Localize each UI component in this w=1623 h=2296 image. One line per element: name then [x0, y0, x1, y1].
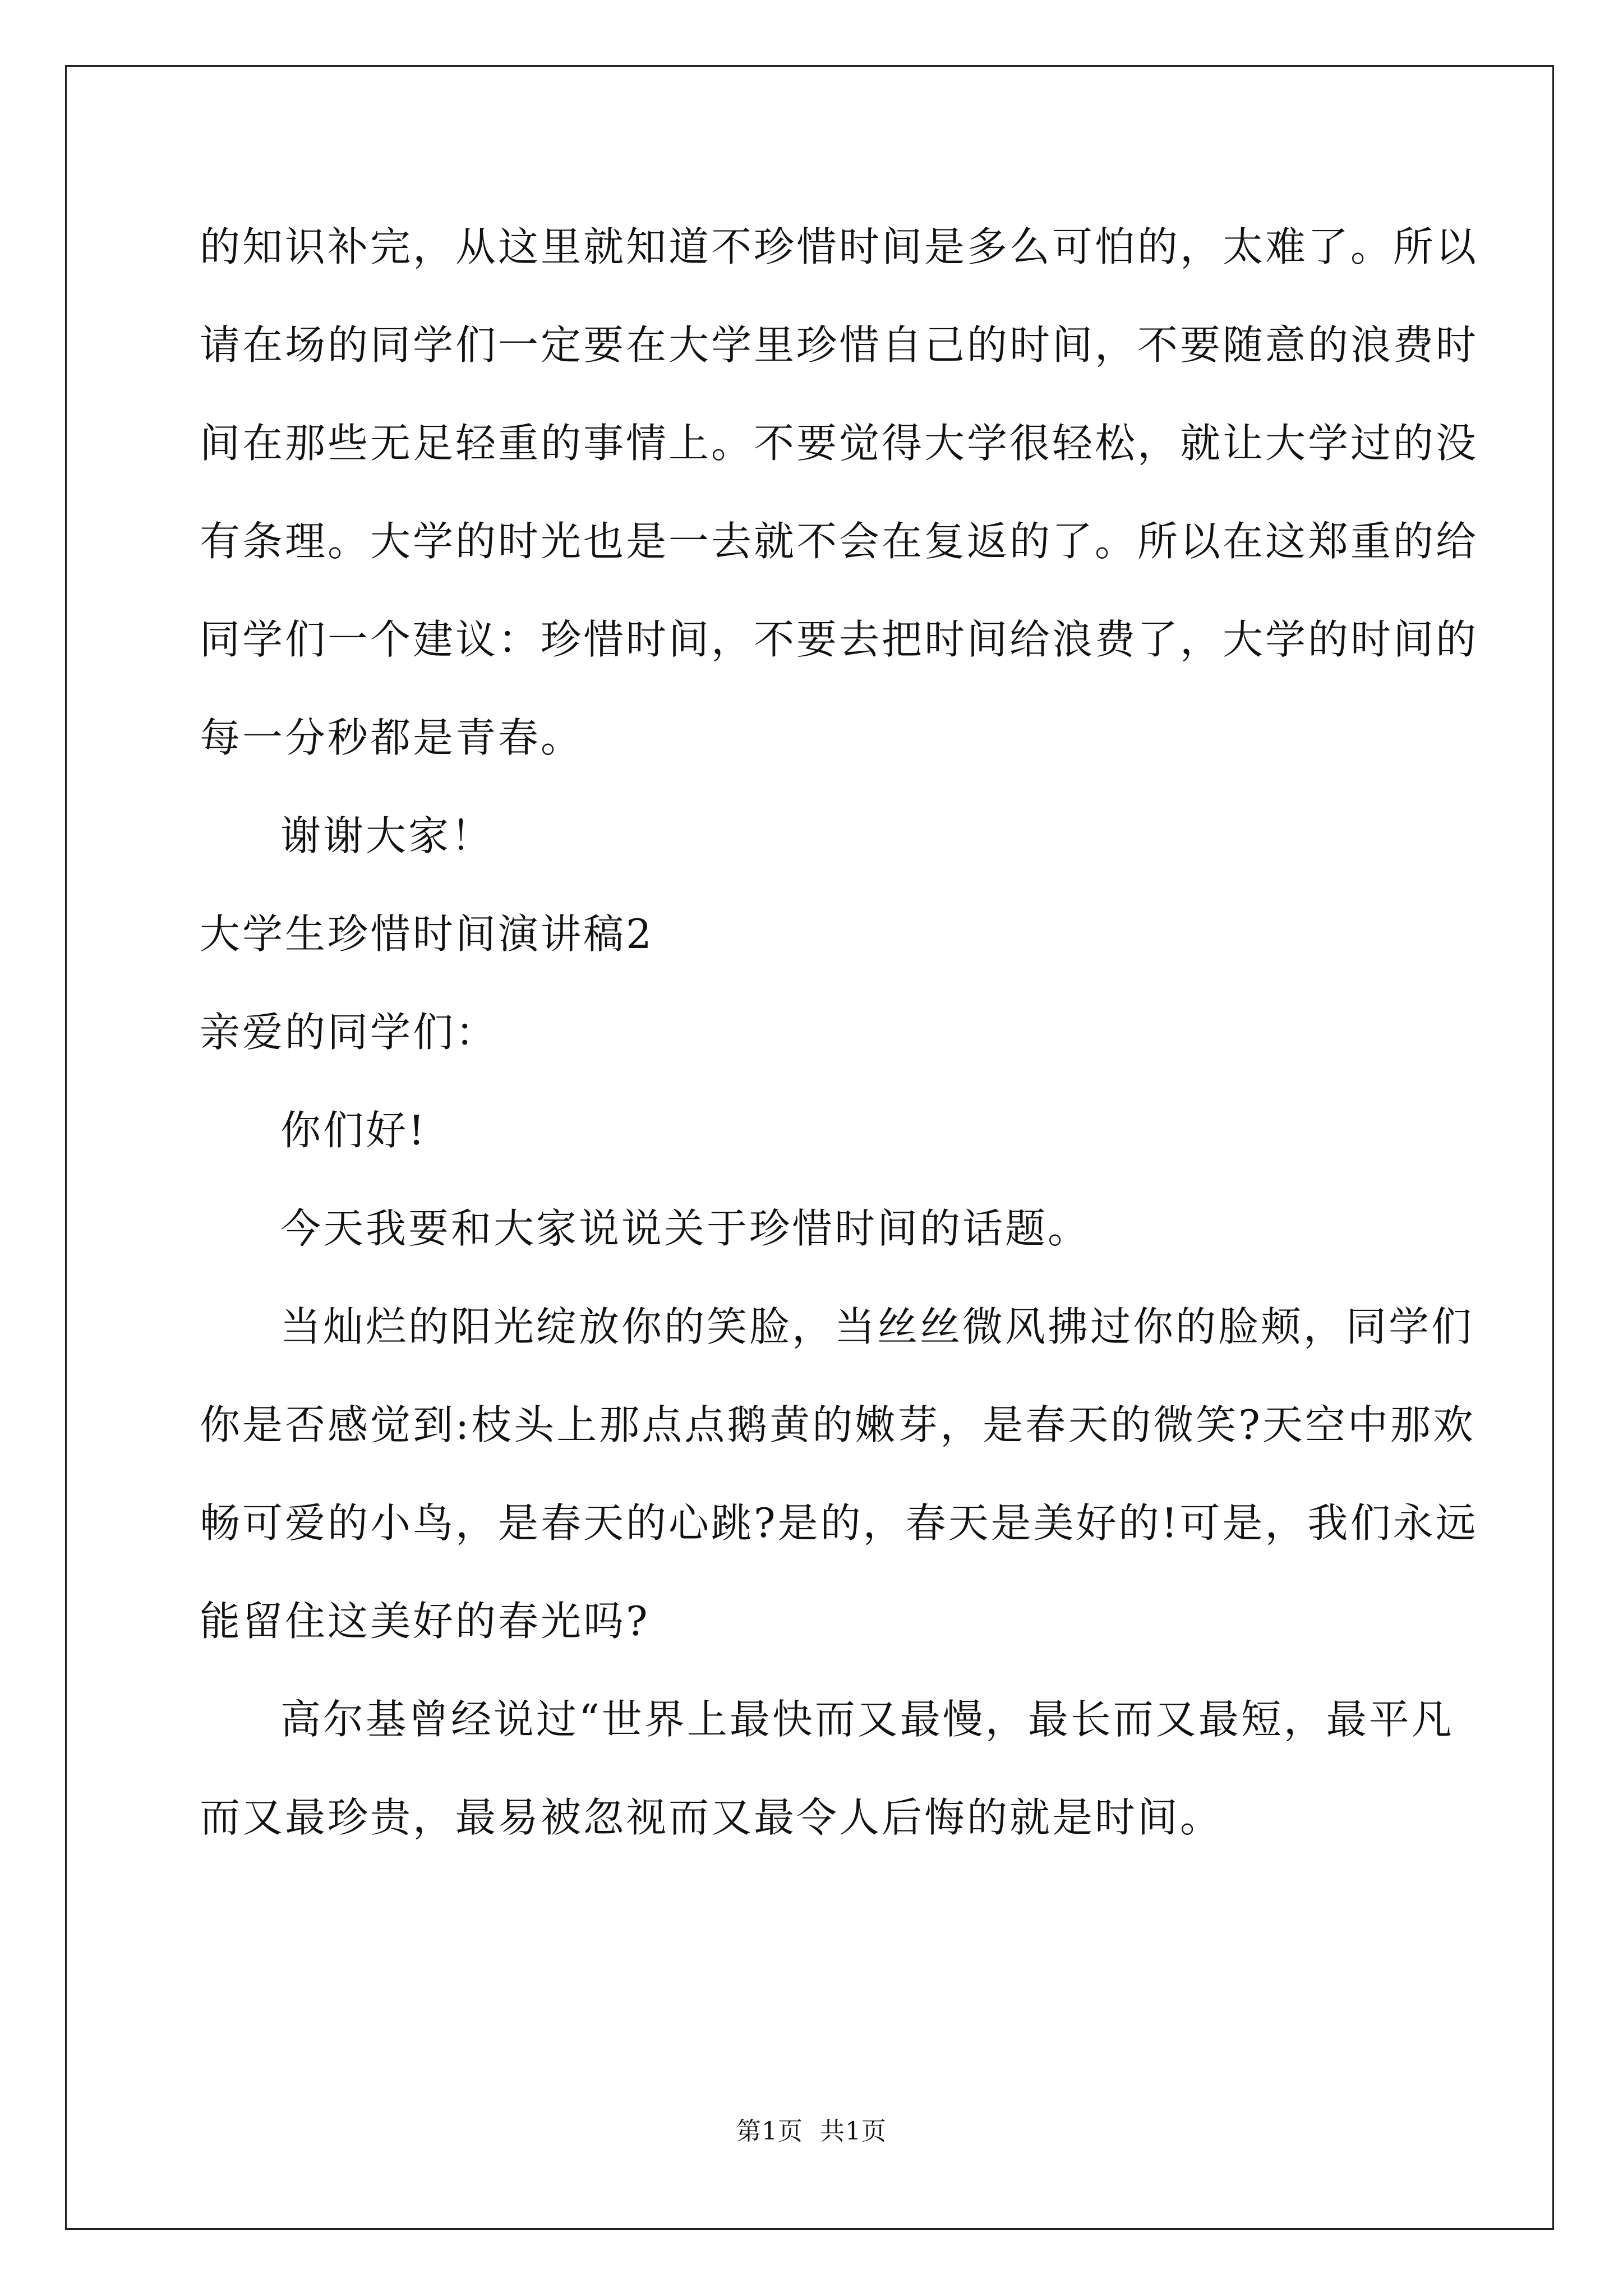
body-line: 当灿烂的阳光绽放你的笑脸，当丝丝微风拂过你的脸颊，同学们: [280, 1303, 1474, 1350]
body-line: 你是否感觉到:枝头上那点点鹅黄的嫩芽，是春天的微笑?天空中那欢: [200, 1401, 1476, 1448]
body-line: 的知识补完，从这里就知道不珍惜时间是多么可怕的，太难了。所以: [200, 223, 1479, 270]
body-line: 今天我要和大家说说关于珍惜时间的话题。: [280, 1205, 1091, 1252]
body-line: 能留住这美好的春光吗?: [200, 1598, 650, 1645]
page-footer: 第1页 共1页: [736, 2117, 887, 2146]
body-line: 高尔基曾经说过“世界上最快而又最慢，最长而又最短，最平凡: [280, 1696, 1454, 1743]
closing-remark: 谢谢大家！: [280, 812, 494, 859]
section-heading: 大学生珍惜时间演讲稿2: [200, 910, 654, 958]
greeting: 你们好!: [280, 1107, 427, 1154]
body-line: 同学们一个建议：珍惜时间，不要去把时间给浪费了，大学的时间的: [200, 616, 1479, 663]
body-line: 请在场的同学们一定要在大学里珍惜自己的时间，不要随意的浪费时: [200, 321, 1479, 369]
body-line: 而又最珍贵，最易被忽视而又最令人后悔的就是时间。: [200, 1794, 1223, 1841]
body-line: 有条理。大学的时光也是一去就不会在复返的了。所以在这郑重的给: [200, 518, 1479, 565]
body-line: 间在那些无足轻重的事情上。不要觉得大学很轻松，就让大学过的没: [200, 420, 1479, 467]
body-line: 每一分秒都是青春。: [200, 714, 584, 761]
body-line: 畅可爱的小鸟，是春天的心跳?是的，春天是美好的!可是，我们永远: [200, 1499, 1478, 1547]
salutation: 亲爱的同学们：: [200, 1009, 499, 1056]
